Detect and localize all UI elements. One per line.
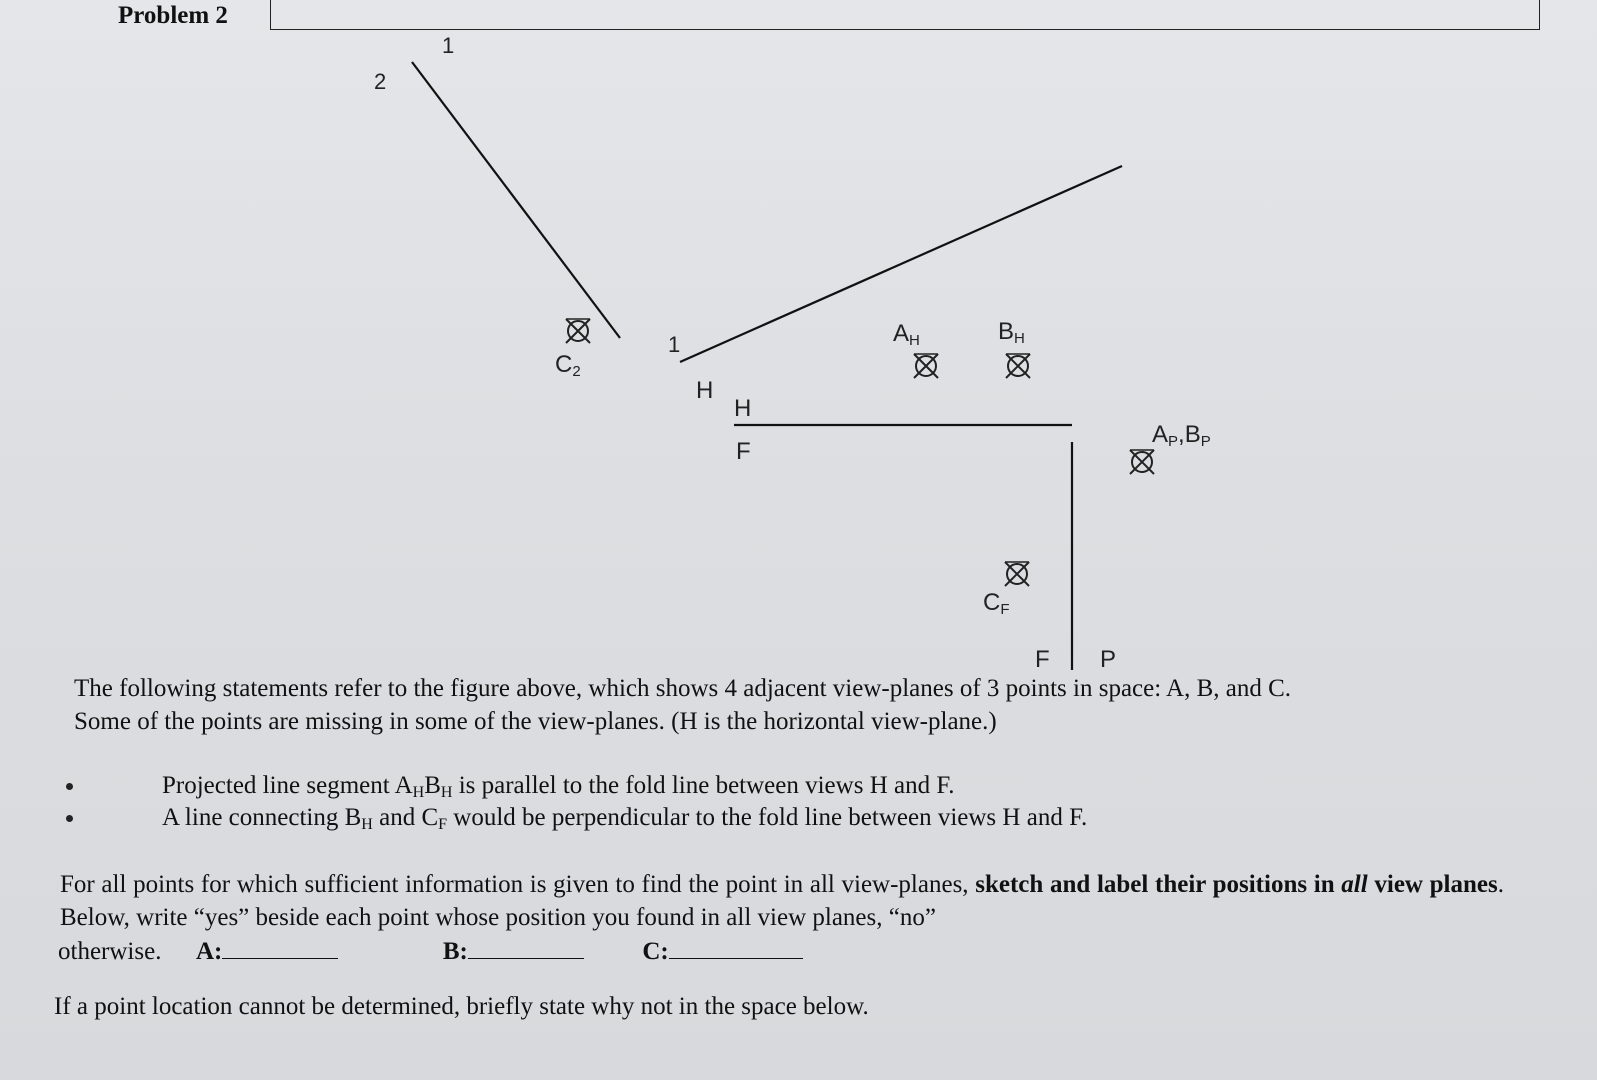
answer-line — [58, 934, 803, 968]
bullet-dot — [66, 783, 73, 790]
answer-blank-a[interactable] — [222, 934, 338, 959]
fold-label-h-top: H — [734, 395, 752, 422]
statement-text: Projected line segment $A_HB_H$ is parallel to the fold line between views H and F. — [162, 772, 955, 801]
point-ah-marker — [914, 354, 938, 378]
fold-label-f-bottom: F — [736, 438, 751, 465]
intro-line-2: Some of the points are missing in some of the view-planes. (H is the horizontal view-plane.) — [74, 708, 997, 735]
problem-label: Problem 2 — [118, 2, 228, 29]
footer-instruction: If a point location cannot be determined, briefly state why not in the space below. — [54, 993, 869, 1020]
intro-paragraph — [74, 672, 1291, 738]
bullet-dot — [66, 815, 73, 822]
statement-text: A line connecting $B_H$ and $C_F$ would be perpendicular to the fold line between views H and F. — [162, 804, 1088, 833]
fold-label-h-left: H — [696, 377, 714, 404]
fold-label-p: P — [1100, 646, 1117, 670]
instructions-paragraph: For all points for which sufficient information is given to find the point in all view-planes, sketch and label their positions in all view planes. Below, write “yes” beside each point whose position you found in all view planes, “no” — [60, 871, 1504, 931]
fold-label-1-top: 1 — [442, 33, 455, 58]
point-c2-label: C2 — [555, 351, 581, 380]
point-c2-marker — [566, 319, 590, 343]
answer-blank-c[interactable] — [669, 934, 803, 959]
point-bh-marker — [1006, 354, 1030, 378]
fold-line-2-1 — [412, 62, 620, 338]
fold-label-f: F — [1035, 646, 1050, 670]
point-apbp-marker — [1130, 450, 1154, 474]
fold-label-1-left: 1 — [668, 332, 681, 357]
point-cf-marker — [1005, 562, 1029, 586]
point-cf-label: CF — [983, 589, 1010, 618]
answer-label-a: A: — [195, 938, 223, 965]
intro-line-1: The following statements refer to the figure above, which shows 4 adjacent view-planes of 3 points in space: A, B, and C. — [74, 675, 1292, 702]
answer-blank-b[interactable] — [468, 934, 584, 959]
fold-label-2: 2 — [374, 69, 387, 94]
answer-label-c: C: — [642, 938, 669, 965]
point-apbp-label: AP,BP — [1152, 421, 1211, 450]
answer-label-b: B: — [442, 938, 468, 965]
point-bh-label: BH — [998, 318, 1025, 347]
point-ah-label: AH — [893, 320, 920, 349]
otherwise-text: otherwise. — [58, 938, 162, 965]
